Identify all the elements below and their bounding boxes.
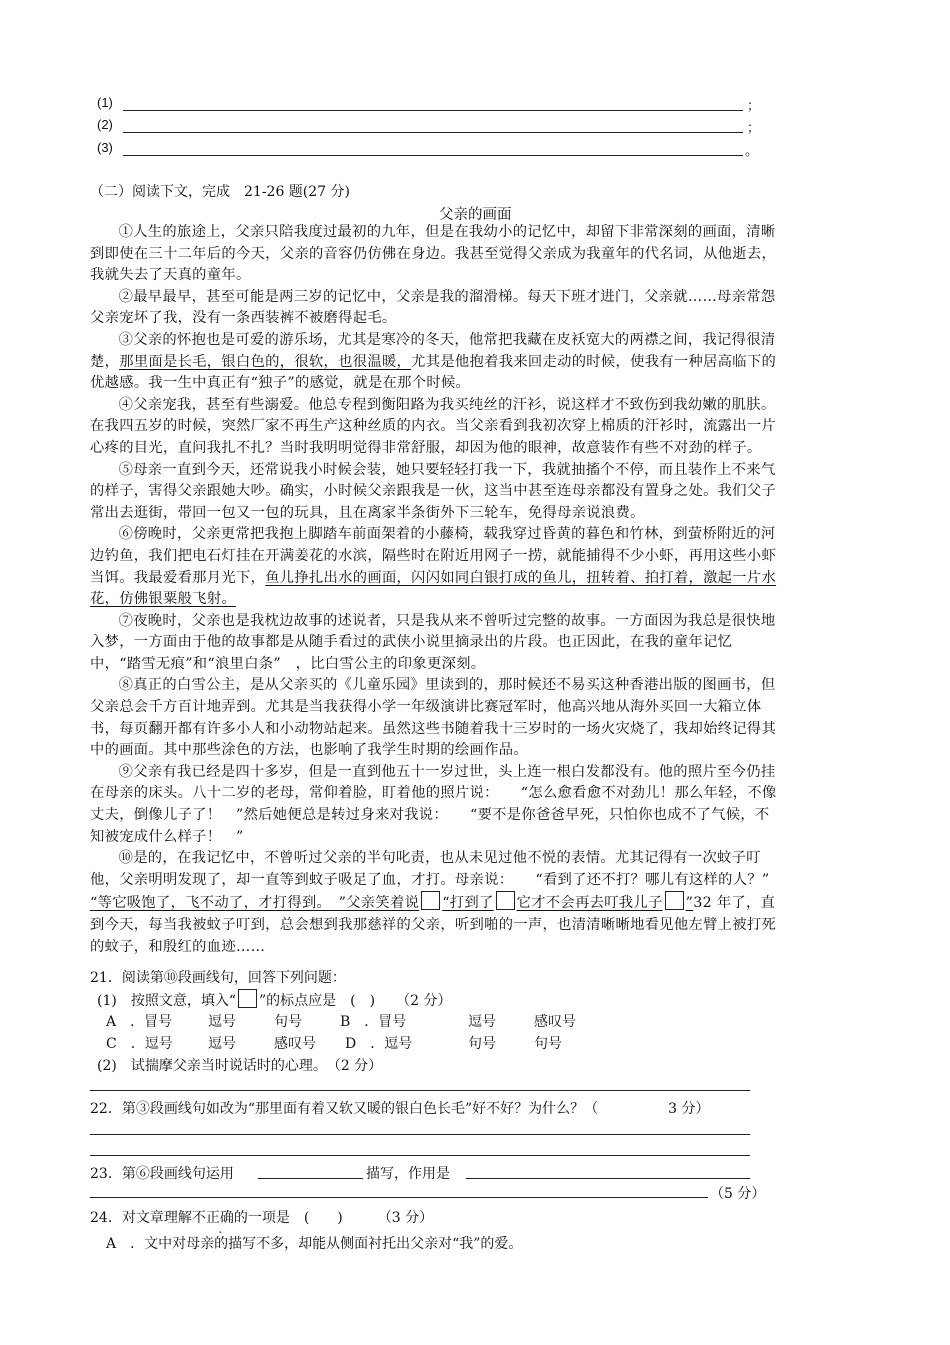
- paragraph-6-underlined: 鱼儿挣扎出水的画面，闪闪如同白银打成的鱼儿，扭转着、拍打着，激起一片水花，仿佛银粟般飞射。: [90, 569, 777, 608]
- paragraph-6-text: ⑥傍晚时，父亲更常把我抱上脚踏车前面架着的小藤椅，载我穿过昏黄的暮色和竹林，到萤桥附近的河边钓鱼，我们把电石灯挂在开满姜花的水滨，隔些时在附近用网子一捞，就能捕得不少小虾，再用这些小虾当饵。我最爱看那月光下，: [90, 526, 777, 586]
- question-21-1-text-a: (1) 按照文意，填入“: [97, 993, 236, 1009]
- question-24-option-a[interactable]: A ．文中对母亲的描写不多，却能从侧面衬托出父亲对“我”的爱。: [106, 1236, 523, 1252]
- paragraph-2: ②最早最早，甚至可能是两三岁的记忆中，父亲是我的溜滑梯。每天下班才进门，父亲就……母亲常怨父亲宠坏了我，没有一条西装裤不被磨得起毛。: [90, 288, 776, 327]
- answer-line-23-method[interactable]: [258, 1178, 363, 1179]
- essay-body: [90, 222, 799, 958]
- question-21-blank-box: [238, 989, 257, 1008]
- question-22: 22．第③段画线句如改为“那里面有着又软又暖的银白色长毛”好不好？为什么？（ 3 分）: [90, 1101, 710, 1117]
- section-header: （二）阅读下文，完成 21-26 题(27 分): [90, 184, 350, 200]
- option-a[interactable]: A ．冒号: [106, 1014, 173, 1030]
- paragraph-10-underlined-4: ”: [685, 895, 694, 912]
- option-d-3: 句号: [534, 1036, 562, 1052]
- blank-box-1[interactable]: [421, 891, 440, 910]
- paragraph-10-underlined-2: “打到了: [442, 895, 494, 912]
- option-b-label[interactable]: B ．冒号: [340, 1014, 407, 1030]
- question-23-b: 描写，作用是: [366, 1166, 450, 1182]
- question-24-text-a: 24．对文章理解不: [90, 1210, 206, 1226]
- essay-title: 父亲的画面: [439, 207, 512, 223]
- answer-line-2-end: ；: [747, 121, 761, 136]
- paragraph-8: ⑧真正的白雪公主，是从父亲买的《儿童乐园》里读到的，那时候还不易买这种香港出版的图画书，但父亲总会千方百计地弄到。尤其是当我获得小学一年级演讲比赛冠军时，他高兴地从海外买回一大箱立体书，每页翻开都有许多小人和小动物站起来。虽然这些书随着我十三岁时的一场火灾烧了，我却始终记得其中的画面。其中那些涂色的方法，也影响了我学生时期的绘画作品。: [90, 677, 777, 759]
- paragraph-10-text-b: 32 年了，直到今天，每当我被蚊子叮到，总会想到我那慈祥的父亲，听到啪的一声，也清清晰晰地看见他左臂上被打死的蚊子，和殷红的血迹……: [90, 895, 777, 955]
- question-23-score: （5 分）: [710, 1186, 766, 1202]
- blank-box-3[interactable]: [665, 891, 684, 910]
- answer-line-3-end: 。: [745, 144, 759, 159]
- paragraph-9: ⑨父亲有我已经是四十多岁，但是一直到他五十一岁过世，头上连一根白发都没有。他的照片至今仍挂在母亲的床头。八十二岁的老母，常仰着脸，盯着他的照片说： “怎么愈看愈不对劲儿！那么年轻，不像丈夫，倒像儿子了！ ”然后她便总是转过身来对我说： “要不是你爸爸早死，只怕你也成不了气候，不知被宠成什么样子！ ”: [90, 763, 777, 845]
- paragraph-1: ①人生的旅途上，父亲只陪我度过最初的九年，但是在我幼小的记忆中，却留下非常深刻的画面，清晰到即使在三十二年后的今天，父亲的音容仍仿佛在身边。我甚至觉得父亲成为我童年的代名词，从他逝去，我就失去了天真的童年。: [90, 224, 777, 284]
- answer-line-1-underline[interactable]: [123, 110, 743, 111]
- option-c-2: 逗号: [208, 1036, 236, 1052]
- answer-line-21-2[interactable]: [90, 1090, 750, 1091]
- option-c-label[interactable]: C ．逗号: [106, 1036, 173, 1052]
- option-a-3: 句号: [274, 1014, 302, 1030]
- option-d-label[interactable]: D ．逗号: [345, 1036, 413, 1052]
- question-21-2: (2) 试揣摩父亲当时说话时的心理。 （2 分）: [97, 1058, 383, 1074]
- paragraph-4: ④父亲宠我，甚至有些溺爱。他总专程到衡阳路为我买纯丝的汗衫，说这样才不致伤到我幼嫩的肌肤。在我四五岁的时候，突然厂家不再生产这种丝质的内衣。当父亲看到我初次穿上棉质的汗衫时，流露出一片心疼的目光，直问我扎不扎？当时我明明觉得非常舒服，却因为他的眼神，故意装作有些不对劲的样子。: [90, 396, 777, 456]
- question-24: [90, 1207, 433, 1227]
- paragraph-3-text-b: 尤其是他抱着我来回走动的时候，使我有一种居高临下的优越感。我一生中真正有“独子”的感觉，就是在那个时候。: [90, 353, 777, 392]
- question-24-text-b: 的一项是 ( ) （3 分）: [233, 1210, 434, 1226]
- blank-box-2[interactable]: [496, 891, 515, 910]
- option-b-2: 逗号: [468, 1014, 496, 1030]
- option-a-2: 逗号: [208, 1014, 236, 1030]
- option-d-2: 句号: [468, 1036, 496, 1052]
- answer-line-23-effect[interactable]: [466, 1178, 750, 1179]
- question-24-emphasis: 正确: [205, 1210, 234, 1226]
- question-21-1-text-b: ”的标点应是 ( ) （2 分）: [259, 993, 452, 1009]
- answer-line-1-number: (1): [97, 95, 113, 110]
- option-c-3: 感叹号: [274, 1036, 316, 1052]
- paragraph-7: ⑦夜晚时，父亲也是我枕边故事的述说者，只是我从来不曾听过完整的故事。一方面因为我总是很快地入梦，一方面由于他的故事都是从随手看过的武侠小说里摘录出的片段。也正因此，在我的童年记忆中，“踏雪无痕”和“浪里白条” ，比白雪公主的印象更深刻。: [90, 612, 776, 672]
- answer-line-1-end: ；: [747, 99, 761, 114]
- option-b-3: 感叹号: [534, 1014, 576, 1030]
- question-21-1: [97, 989, 451, 1010]
- answer-line-2-number: (2): [97, 117, 113, 132]
- paragraph-6: [90, 524, 780, 610]
- answer-line-2-underline[interactable]: [123, 132, 743, 133]
- answer-line-22b[interactable]: [90, 1155, 750, 1156]
- answer-line-22a[interactable]: [90, 1134, 750, 1135]
- options-row-ab: [106, 1011, 472, 1031]
- paragraph-3-text-a: ③父亲的怀抱也是可爱的游乐场，尤其是寒冷的冬天，他常把我藏在皮袄宽大的两襟之间，我记得很清楚，: [90, 331, 776, 370]
- paragraph-10: [90, 848, 799, 958]
- question-23-a: 23．第⑥段画线句运用: [90, 1166, 234, 1182]
- answer-line-23b[interactable]: [90, 1197, 708, 1198]
- paragraph-5: ⑤母亲一直到今天，还常说我小时候会装，她只要轻轻打我一下，我就抽搐个不停，而且装作上不来气的样子，害得父亲跟她大吵。确实，小时候父亲跟我是一伙，这当中甚至连母亲都没有置身之处。我们父子常出去逛街，带回一包又一包的玩具，且在离家半条街外下三轮车，免得母亲说浪费。: [90, 461, 777, 521]
- answer-line-3-number: (3): [97, 140, 113, 155]
- paragraph-3-underlined: 那里面是长毛，银白色的，很软，也很温暖，: [119, 353, 412, 370]
- paragraph-10-text-a: ⑩是的，在我记忆中，不曾听过父亲的半句叱责，也从未见过他不悦的表情。尤其记得有一次蚊子叮他，父亲明明发现了，却一直等到蚊子吸足了血，才打。母亲说： “看到了还不打？哪儿有这样的人？”: [90, 850, 799, 888]
- question-21: 21．阅读第⑩段画线句，回答下列问题：: [90, 970, 346, 986]
- paragraph-10-underlined-3: 它才不会再去叮我儿子: [516, 895, 663, 912]
- paragraph-10-underlined-1: “等它吸饱了，飞不动了，才打得到。 ”父亲笑着说: [90, 895, 420, 912]
- answer-line-3-underline[interactable]: [123, 155, 743, 156]
- paragraph-3: [90, 330, 780, 395]
